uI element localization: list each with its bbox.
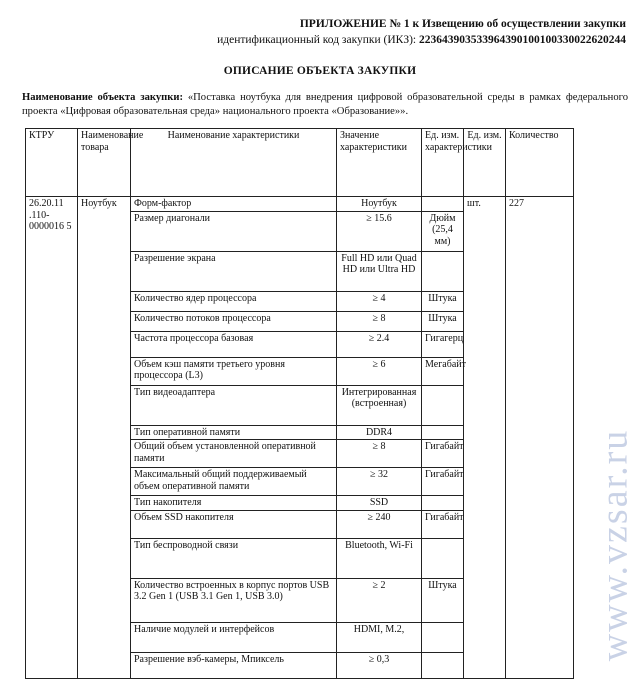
characteristic-unit-cell	[422, 385, 464, 425]
characteristic-name-cell: Разрешение вэб-камеры, Мпиксель	[131, 652, 337, 678]
characteristic-value-cell: ≥ 240	[337, 510, 422, 538]
characteristic-value-cell: DDR4	[337, 425, 422, 440]
characteristic-value-cell: Ноутбук	[337, 197, 422, 212]
characteristic-unit-cell: Мегабайт	[422, 357, 464, 385]
watermark	[592, 400, 636, 690]
characteristic-value-cell: ≥ 8	[337, 440, 422, 468]
characteristic-value-cell: ≥ 32	[337, 468, 422, 496]
characteristic-unit-cell: Гигабайт	[422, 440, 464, 468]
header-ktru: КТРУ	[26, 129, 78, 197]
header-unit: Ед. изм.	[464, 129, 506, 197]
characteristic-value-cell: ≥ 4	[337, 291, 422, 311]
characteristic-unit-cell: Гигабайт	[422, 510, 464, 538]
header-char-unit: Ед. изм. характеристики	[422, 129, 464, 197]
header-quantity: Количество	[506, 129, 574, 197]
characteristic-unit-cell: Штука	[422, 291, 464, 311]
header-product-name: Наименование товара	[78, 129, 131, 197]
characteristic-name-cell: Тип видеоадаптера	[131, 385, 337, 425]
characteristic-value-cell: HDMI, M.2,	[337, 622, 422, 652]
characteristic-name-cell: Объем SSD накопителя	[131, 510, 337, 538]
characteristic-unit-cell: Дюйм (25,4 мм)	[422, 211, 464, 251]
characteristic-name-cell: Количество ядер процессора	[131, 291, 337, 311]
quantity-cell: 227	[506, 197, 574, 679]
characteristic-unit-cell	[422, 496, 464, 511]
object-name-paragraph	[22, 91, 628, 118]
document-title: ОПИСАНИЕ ОБЪЕКТА ЗАКУПКИ	[223, 65, 417, 77]
appendix-heading: ПРИЛОЖЕНИЕ № 1 к Извещению об осуществлении закупки	[299, 18, 626, 30]
characteristic-value-cell: Full HD или Quad HD или Ultra HD	[337, 251, 422, 291]
object-name-label: Наименование объекта закупки:	[22, 92, 183, 103]
characteristic-unit-cell: Штука	[422, 311, 464, 331]
characteristic-value-cell: Интегрированная (встроенная)	[337, 385, 422, 425]
characteristic-value-cell: ≥ 0,3	[337, 652, 422, 678]
characteristic-name-cell: Объем кэш памяти третьего уровня процессора (L3)	[131, 357, 337, 385]
characteristic-name-cell: Тип оперативной памяти	[131, 425, 337, 440]
spec-table	[25, 128, 574, 679]
characteristic-name-cell: Количество потоков процессора	[131, 311, 337, 331]
characteristic-value-cell: ≥ 6	[337, 357, 422, 385]
purchase-code-label: идентификационный код закупки (ИКЗ):	[217, 34, 419, 46]
characteristic-unit-cell	[422, 251, 464, 291]
characteristic-value-cell: ≥ 2.4	[337, 331, 422, 357]
characteristic-unit-cell	[422, 652, 464, 678]
unit-cell: шт.	[464, 197, 506, 679]
characteristic-unit-cell	[422, 622, 464, 652]
header-characteristic: Наименование характеристики	[131, 129, 337, 197]
characteristic-name-cell: Тип беспроводной связи	[131, 538, 337, 578]
characteristic-value-cell: Bluetooth, Wi-Fi	[337, 538, 422, 578]
characteristic-name-cell: Количество встроенных в корпус портов USB 3.2 Gen 1 (USB 3.1 Gen 1, USB 3.0)	[131, 578, 337, 622]
characteristic-name-cell: Наличие модулей и интерфейсов	[131, 622, 337, 652]
characteristic-name-cell: Форм-фактор	[131, 197, 337, 212]
spec-table-body	[26, 197, 574, 679]
characteristic-name-cell: Разрешение экрана	[131, 251, 337, 291]
characteristic-unit-cell: Гигабайт	[422, 468, 464, 496]
ktru-cell: 26.20.11 .110-0000016 5	[26, 197, 78, 679]
characteristic-name-cell: Общий объем установленной оперативной памяти	[131, 440, 337, 468]
object-name-text: «Поставка ноутбука для внедрения цифровой образовательной среды в рамках федерального проекта «Цифровая образовательная среда» национального проекта «Образование»».	[22, 92, 628, 117]
header-value: Значение характеристики	[337, 129, 422, 197]
characteristic-name-cell: Максимальный общий поддерживаемый объем оперативной памяти	[131, 468, 337, 496]
table-row	[26, 197, 574, 212]
characteristic-unit-cell: Гигагерц	[422, 331, 464, 357]
purchase-code-value: 223643903533964390100100330022620244	[419, 34, 626, 46]
watermark-text: www.vzsar.ru	[593, 428, 635, 662]
characteristic-name-cell: Тип накопителя	[131, 496, 337, 511]
characteristic-value-cell: ≥ 2	[337, 578, 422, 622]
purchase-code-line	[217, 34, 626, 46]
characteristic-value-cell: SSD	[337, 496, 422, 511]
characteristic-unit-cell: Штука	[422, 578, 464, 622]
characteristic-value-cell: ≥ 15.6	[337, 211, 422, 251]
characteristic-value-cell: ≥ 8	[337, 311, 422, 331]
characteristic-name-cell: Размер диагонали	[131, 211, 337, 251]
characteristic-unit-cell	[422, 425, 464, 440]
characteristic-unit-cell	[422, 197, 464, 212]
characteristic-name-cell: Частота процессора базовая	[131, 331, 337, 357]
product-name-cell: Ноутбук	[78, 197, 131, 679]
header-row	[26, 129, 574, 197]
characteristic-unit-cell	[422, 538, 464, 578]
